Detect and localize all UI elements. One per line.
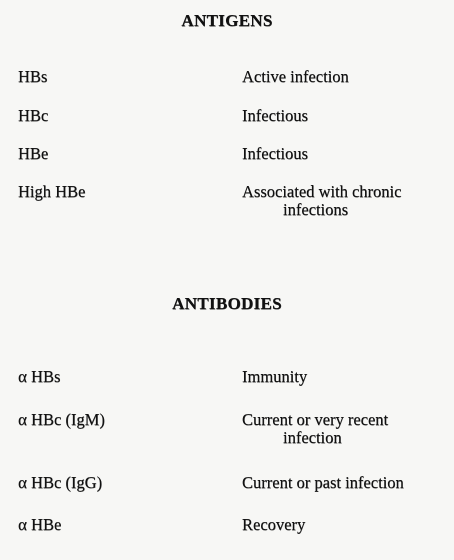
- antigen-meaning-hbc: Infectious: [242, 106, 308, 125]
- antigens-heading: ANTIGENS: [181, 11, 273, 30]
- antibody-meaning-hbs: Immunity: [242, 367, 308, 386]
- antibody-term-hbe: [18, 516, 61, 534]
- antigen-term-high-hbe: High HBe: [18, 182, 86, 201]
- antibody-term-hbc-igm-label: HBc (IgM): [31, 410, 105, 429]
- antibody-meaning-hbc-igm: [242, 411, 388, 447]
- antibody-meaning-hbe: Recovery: [242, 515, 306, 534]
- antibody-term-hbs: [18, 368, 60, 386]
- antigen-meaning-high-hbe: [242, 183, 401, 219]
- antibody-meaning-hbc-igm-line1: Current or very recent: [242, 410, 389, 429]
- antigen-term-hbc: HBc: [18, 106, 49, 125]
- alpha-symbol: α: [18, 473, 27, 492]
- antibody-term-hbc-igm: [18, 411, 105, 429]
- antibody-term-hbc-igg: [18, 474, 102, 492]
- alpha-symbol: α: [18, 515, 27, 534]
- alpha-symbol: α: [18, 410, 27, 429]
- antigen-term-hbe: HBe: [18, 144, 49, 163]
- antigen-term-hbs: HBs: [18, 67, 48, 86]
- antigen-meaning-high-hbe-line2: infections: [283, 200, 349, 219]
- antibody-term-hbe-label: HBe: [31, 515, 62, 534]
- alpha-symbol: α: [18, 367, 27, 386]
- antibody-term-hbs-label: HBs: [31, 367, 61, 386]
- antigen-meaning-hbs: Active infection: [242, 67, 349, 86]
- antigen-meaning-high-hbe-line1: Associated with chronic: [242, 182, 402, 201]
- antibody-meaning-hbc-igg: Current or past infection: [242, 473, 404, 492]
- antigen-meaning-hbe: Infectious: [242, 144, 308, 163]
- antibody-meaning-hbc-igm-line2: infection: [283, 428, 342, 447]
- antibody-term-hbc-igg-label: HBc (IgG): [31, 473, 103, 492]
- antibodies-heading: ANTIBODIES: [172, 294, 282, 313]
